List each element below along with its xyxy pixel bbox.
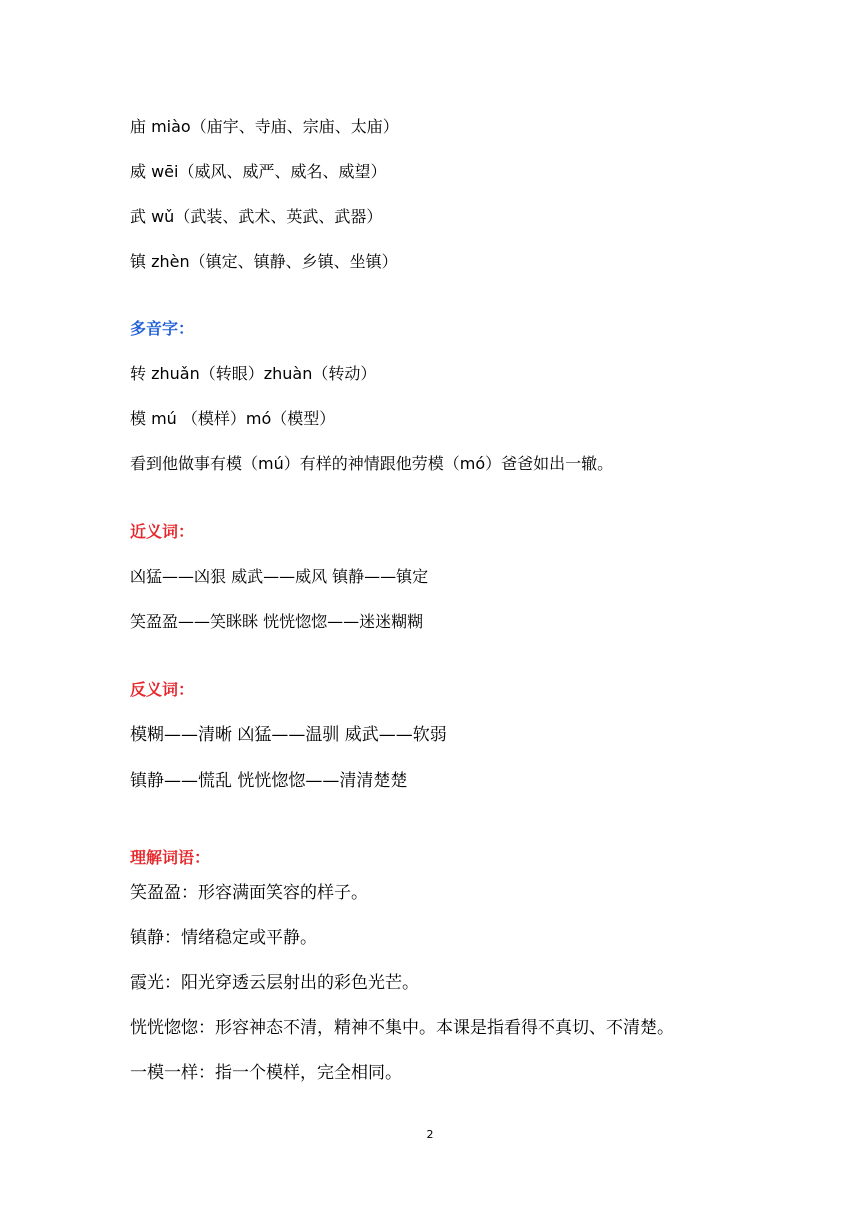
antonym-line: 模糊——清晰 凶猛——温驯 威武——软弱 bbox=[130, 725, 447, 745]
synonym-line: 凶猛——凶狠 威武——威风 镇静——镇定 bbox=[130, 567, 429, 586]
vocab-line: 霞光：阳光穿透云层射出的彩色光芒。 bbox=[130, 973, 419, 993]
char-entry: 镇 zhèn（镇定、镇静、乡镇、坐镇） bbox=[130, 252, 398, 271]
antonym-line: 镇静——慌乱 恍恍惚惚——清清楚楚 bbox=[130, 771, 408, 791]
char-entry: 威 wēi（威风、威严、威名、威望） bbox=[130, 162, 387, 181]
page-number: 2 bbox=[426, 1128, 434, 1141]
polyphonic-line: 看到他做事有模（mú）有样的神情跟他劳模（mó）爸爸如出一辙。 bbox=[130, 454, 614, 473]
char-entry: 庙 miào（庙宇、寺庙、宗庙、太庙） bbox=[130, 117, 399, 136]
section-heading-vocab: 理解词语： bbox=[130, 848, 211, 867]
section-heading-synonyms: 近义词： bbox=[130, 522, 195, 541]
char-entry: 武 wǔ（武装、武术、英武、武器） bbox=[130, 207, 383, 226]
vocab-line: 笑盈盈：形容满面笑容的样子。 bbox=[130, 883, 368, 903]
section-heading-antonyms: 反义词： bbox=[130, 680, 195, 699]
polyphonic-line: 转 zhuǎn（转眼）zhuàn（转动） bbox=[130, 364, 377, 383]
vocab-line: 镇静：情绪稳定或平静。 bbox=[130, 928, 317, 948]
polyphonic-line: 模 mú （模样）mó（模型） bbox=[130, 409, 336, 428]
vocab-line: 一模一样：指一个模样，完全相同。 bbox=[130, 1063, 402, 1083]
synonym-line: 笑盈盈——笑眯眯 恍恍惚惚——迷迷糊糊 bbox=[130, 612, 424, 631]
vocab-line: 恍恍惚惚：形容神态不清，精神不集中。本课是指看得不真切、不清楚。 bbox=[130, 1018, 674, 1038]
section-heading-polyphonic: 多音字： bbox=[130, 319, 195, 338]
